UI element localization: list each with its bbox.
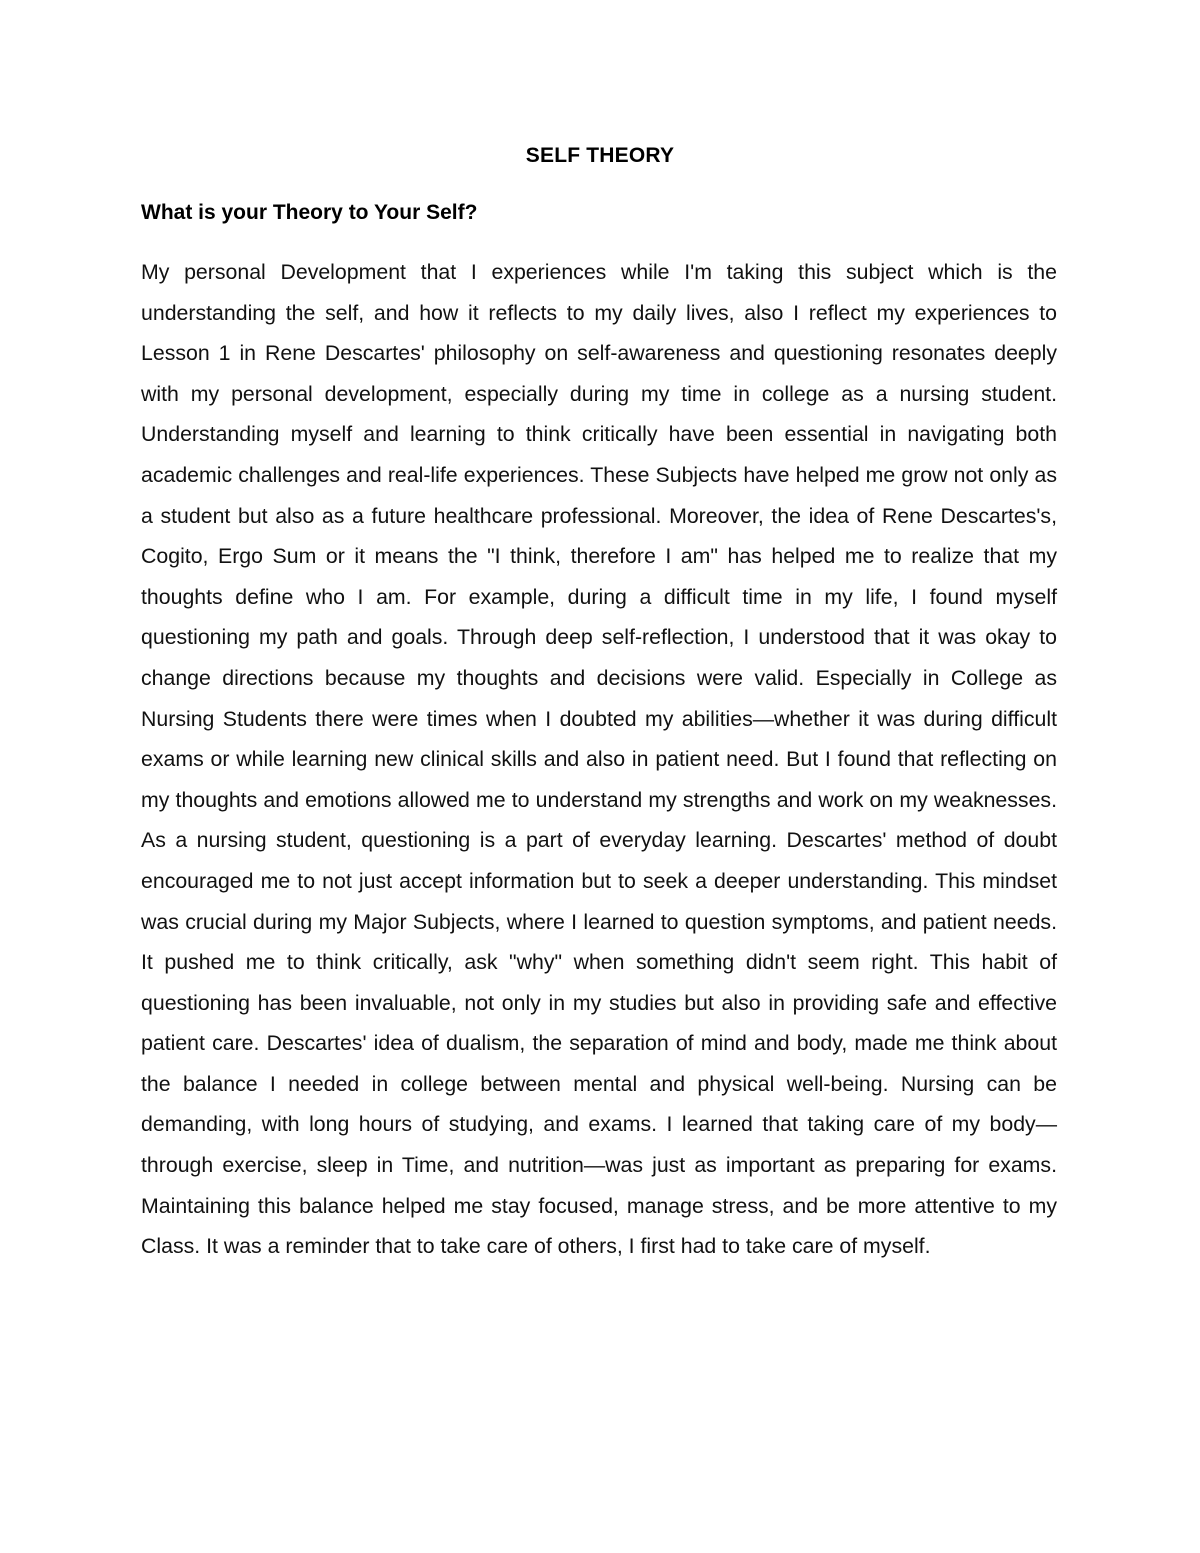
- body-paragraph: My personal Development that I experiences while I'm taking this subject which is the understanding the self, and how it reflects to my daily lives, also I reflect my experiences to Lesson 1 in Rene Descartes' philosophy on self-awareness and questioning resonates deeply with my personal development, especially during my time in college as a nursing student. Understanding myself and learning to think critically have been essential in navigating both academic challenges and real-life experiences. These Subjects have helped me grow not only as a student but also as a future healthcare professional. Moreover, the idea of Rene Descartes's, Cogito, Ergo Sum or it means the "I think, therefore I am" has helped me to realize that my thoughts define who I am. For example, during a difficult time in my life, I found myself questioning my path and goals. Through deep self-reflection, I understood that it was okay to change directions because my thoughts and decisions were valid. Especially in College as Nursing Students there were times when I doubted my abilities—whether it was during difficult exams or while learning new clinical skills and also in patient need. But I found that reflecting on my thoughts and emotions allowed me to understand my strengths and work on my weaknesses. As a nursing student, questioning is a part of everyday learning. Descartes' method of doubt encouraged me to not just accept information but to seek a deeper understanding. This mindset was crucial during my Major Subjects, where I learned to question symptoms, and patient needs. It pushed me to think critically, ask "why" when something didn't seem right. This habit of questioning has been invaluable, not only in my studies but also in providing safe and effective patient care. Descartes' idea of dualism, the separation of mind and body, made me think about the balance I needed in college between mental and physical well-being. Nursing can be demanding, with long hours of studying, and exams. I learned that taking care of my body—through exercise, sleep in Time, and nutrition—was just as important as preparing for exams. Maintaining this balance helped me stay focused, manage stress, and be more attentive to my Class. It was a reminder that to take care of others, I first had to take care of myself.: [141, 260, 1057, 1259]
- question-heading: What is your Theory to Your Self?: [141, 201, 478, 224]
- document-title: SELF THEORY: [525, 144, 675, 167]
